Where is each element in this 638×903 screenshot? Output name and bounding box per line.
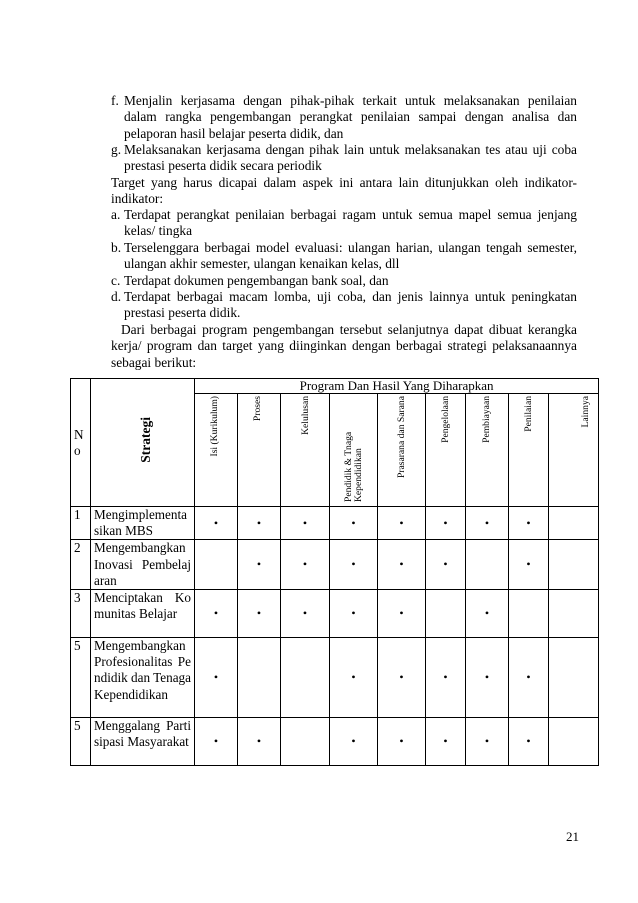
list-item-d (111, 289, 577, 321)
empty-cell (549, 718, 599, 766)
bullet-mark: • (281, 590, 330, 638)
bullet-mark: • (466, 638, 509, 718)
bullet-mark: • (330, 638, 378, 718)
header-strategy (91, 379, 195, 507)
table-row (71, 590, 599, 638)
empty-cell (195, 540, 238, 590)
list-item-f (111, 93, 577, 141)
bullet-mark: • (195, 590, 238, 638)
bullet-mark: • (238, 540, 281, 590)
list-item-b (111, 240, 577, 272)
header-col-kelulusan (281, 394, 330, 507)
row-strategy: Menciptakan Komunitas Belajar (91, 590, 195, 638)
bullet-mark: • (378, 507, 426, 540)
list-item-g (111, 142, 577, 174)
list-text: Terselenggara berbagai model evaluasi: ulangan harian, ulangan tengah semester, ulangan akhir semester, ulangan kenaikan kelas, dll (124, 240, 577, 272)
empty-cell (466, 540, 509, 590)
page-number: 21 (566, 829, 579, 844)
bullet-mark: • (466, 590, 509, 638)
bullet-mark: • (281, 540, 330, 590)
list-item-a (111, 207, 577, 239)
header-no (71, 379, 91, 507)
table-row (71, 718, 599, 766)
bullet-mark: • (466, 718, 509, 766)
bullet-mark: • (195, 638, 238, 718)
header-col-label: Proses (252, 396, 263, 422)
table-body (71, 507, 599, 766)
header-col-label: Lainnya (580, 396, 591, 428)
list-label: d. (111, 289, 122, 304)
table-header-row-group (71, 379, 599, 394)
list-label: a. (111, 207, 121, 222)
header-col-label: Penilaian (523, 396, 534, 432)
bullet-mark: • (378, 540, 426, 590)
table-row (71, 507, 599, 540)
bullet-mark: • (509, 540, 549, 590)
bullet-mark: • (426, 540, 466, 590)
empty-cell (549, 590, 599, 638)
header-col-label: Prasarana dan Sarana (396, 396, 407, 479)
header-col-pendidik (330, 394, 378, 507)
empty-cell (509, 590, 549, 638)
list-text: Terdapat berbagai macam lomba, uji coba, dan jenis lainnya untuk peningkatan prestasi peserta didik. (124, 289, 577, 321)
bullet-mark: • (426, 507, 466, 540)
row-number: 5 (71, 638, 91, 718)
header-col-penilaian (509, 394, 549, 507)
bullet-mark: • (378, 590, 426, 638)
table-row (71, 638, 599, 718)
empty-cell (281, 718, 330, 766)
header-col-pembiayaan (466, 394, 509, 507)
list-label: c. (111, 273, 121, 288)
bullet-mark: • (238, 718, 281, 766)
bullet-mark: • (281, 507, 330, 540)
bullet-mark: • (509, 638, 549, 718)
header-col-isi (195, 394, 238, 507)
empty-cell (549, 507, 599, 540)
header-col-label: Pengelolaan (440, 396, 451, 443)
row-strategy: Menggalang Partisipasi Masyarakat (91, 718, 195, 766)
empty-cell (281, 638, 330, 718)
list-item-c (111, 273, 577, 289)
row-number: 5 (71, 718, 91, 766)
list-label: b. (111, 240, 122, 255)
bullet-mark: • (330, 540, 378, 590)
list-text: Menjalin kerjasama dengan pihak-pihak terkait untuk melaksanakan penilaian dalam rangka pengembangan perangkat penilaian sampai dengan analisa dan pelaporan hasil belajar peserta didik, dan (124, 93, 577, 141)
row-strategy: Mengimplementasikan MBS (91, 507, 195, 540)
header-col-proses (238, 394, 281, 507)
target-intro: Target yang harus dicapai dalam aspek ini antara lain ditunjukkan oleh indikator-indikator: (111, 175, 577, 207)
empty-cell (549, 540, 599, 590)
strategy-table (70, 378, 599, 766)
bullet-mark: • (466, 507, 509, 540)
bullet-mark: • (330, 718, 378, 766)
bullet-mark: • (509, 718, 549, 766)
bullet-mark: • (195, 718, 238, 766)
bullet-mark: • (238, 590, 281, 638)
closing-paragraph: Dari berbagai program pengembangan tersebut selanjutnya dapat dibuat kerangka kerja/ program dan target yang diinginkan dengan berbagai strategi pelaksanaannya sebagai berikut: (111, 322, 577, 370)
empty-cell (426, 590, 466, 638)
bullet-mark: • (330, 507, 378, 540)
bullet-mark: • (330, 590, 378, 638)
header-no-label: N o (74, 426, 84, 458)
row-number: 2 (71, 540, 91, 590)
header-program-group: Program Dan Hasil Yang Diharapkan (195, 379, 599, 394)
list-label: f. (111, 93, 119, 108)
header-col-label: Kelulusan (300, 396, 311, 435)
header-col-label: Pembiayaan (481, 396, 492, 443)
header-strategy-label: Strategi (138, 417, 153, 463)
header-col-pengelolaan (426, 394, 466, 507)
list-text: Terdapat perangkat penilaian berbagai ragam untuk semua mapel semua jenjang kelas/ tingka (124, 207, 577, 239)
header-col-lainnya (549, 394, 599, 507)
empty-cell (238, 638, 281, 718)
bullet-mark: • (426, 638, 466, 718)
row-strategy: Mengembangkan Inovasi Pembelajaran (91, 540, 195, 590)
bullet-mark: • (509, 507, 549, 540)
list-text: Terdapat dokumen pengembangan bank soal, dan (124, 273, 389, 288)
empty-cell (549, 638, 599, 718)
table-row (71, 540, 599, 590)
header-col-label: Pendidik & Tnaga Kependidikan (343, 431, 364, 502)
bullet-mark: • (378, 638, 426, 718)
list-label: g. (111, 142, 122, 157)
bullet-mark: • (378, 718, 426, 766)
bullet-mark: • (238, 507, 281, 540)
bullet-mark: • (426, 718, 466, 766)
bullet-mark: • (195, 507, 238, 540)
header-col-label: Isi (Kurikulum) (209, 396, 220, 457)
row-number: 1 (71, 507, 91, 540)
header-col-prasarana (378, 394, 426, 507)
list-text: Melaksanakan kerjasama dengan pihak lain untuk melaksanakan tes atau uji coba prestasi peserta didik secara periodik (124, 142, 577, 174)
row-number: 3 (71, 590, 91, 638)
row-strategy: Mengembangkan Profesionalitas Pendidik dan Tenaga Kependidikan (91, 638, 195, 718)
